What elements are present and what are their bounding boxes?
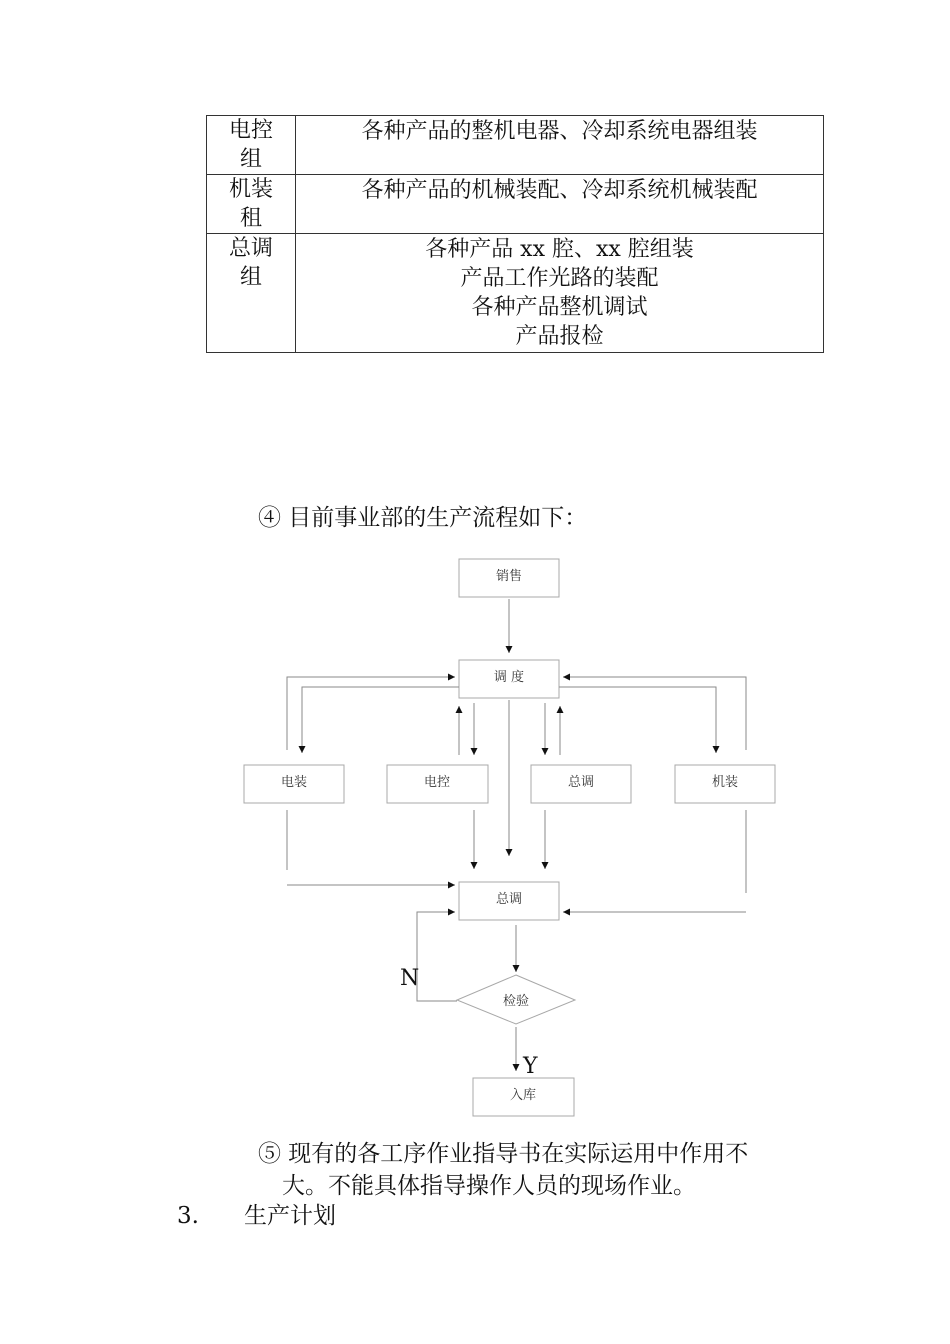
yes-label: Y (523, 1054, 538, 1079)
final-tuning-label: 总调 (495, 892, 523, 907)
warehouse-label: 入库 (509, 1088, 537, 1103)
section-5-line-1: ⑤ 现有的各工序作业指导书在实际运用中作用不 (258, 1141, 749, 1167)
work-line: 各种产品 xx 腔、xx 腔组装 (425, 237, 694, 262)
group-name-line: 机装 (228, 177, 273, 202)
electric-assembly-label: 电装 (280, 775, 308, 790)
dispatch-box (459, 660, 559, 698)
warehouse-box (473, 1078, 574, 1116)
mechanical-assembly-box (675, 765, 775, 803)
general-tuning-box (531, 765, 631, 803)
group-name-line: 组 (239, 147, 262, 172)
final-tuning-box (459, 882, 559, 920)
group-name-line: 租 (239, 206, 262, 231)
work-line: 产品报检 (515, 324, 604, 349)
no-label: N (400, 966, 420, 991)
work-line: 产品工作光路的装配 (460, 266, 659, 291)
electric-control-label: 电控 (423, 775, 451, 790)
inspection-label: 检验 (502, 994, 530, 1009)
group-name-line: 总调 (228, 236, 273, 261)
general-tuning-label: 总调 (567, 775, 595, 790)
work-line: 各种产品整机调试 (471, 295, 648, 320)
section-4-heading: ④ 目前事业部的生产流程如下： (258, 505, 588, 531)
inspection-diamond (457, 975, 575, 1024)
group-name-line: 组 (239, 265, 262, 290)
mechanical-assembly-label: 机装 (711, 775, 739, 790)
dispatch-label: 调 度 (493, 670, 525, 685)
work-line: 各种产品的整机电器、冷却系统电器组装 (361, 119, 758, 144)
electric-control-box (387, 765, 488, 803)
sales-box (459, 559, 559, 597)
section-3-title: 生产计划 (244, 1203, 336, 1229)
section-5-line-2: 大。不能具体指导操作人员的现场作业。 (282, 1173, 696, 1199)
work-line: 各种产品的机械装配、冷却系统机械装配 (361, 178, 758, 203)
electric-assembly-box (244, 765, 344, 803)
section-3-number: 3. (177, 1203, 199, 1229)
group-name-line: 电控 (228, 118, 273, 143)
sales-label: 销售 (495, 569, 523, 584)
